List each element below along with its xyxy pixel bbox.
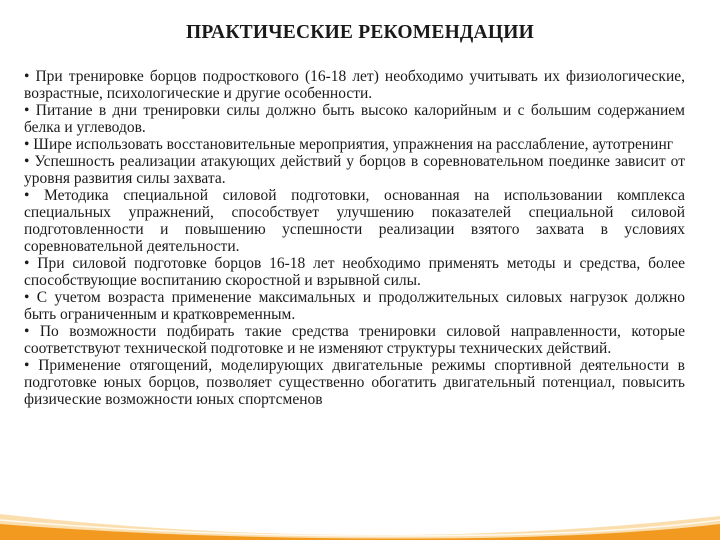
bullet-item: • Успешность реализации атакующих действий у борцов в соревновательном поединке зависит от уровня развития силы захвата.: [24, 153, 685, 187]
bullet-item: • По возможности подбирать такие средства тренировки силовой направленности, которые соответствуют технической подготовке и не изменяют структуры технических действий.: [24, 323, 685, 357]
bullet-item: • При тренировке борцов подросткового (16-18 лет) необходимо учитывать их физиологические, возрастные, психологические и другие особенности.: [24, 68, 685, 102]
bullet-item: • Применение отягощений, моделирующих двигательные режимы спортивной деятельности в подготовке юных борцов, позволяет существенно обогатить двигательный потенциал, повысить физические возможности юных спортсменов: [24, 357, 685, 408]
bullet-item: • При силовой подготовке борцов 16-18 лет необходимо применять методы и средства, более способствующие воспитанию скоростной и взрывной силы.: [24, 255, 685, 289]
bullet-item: • С учетом возраста применение максимальных и продолжительных силовых нагрузок должно быть ограниченным и кратковременным.: [24, 289, 685, 323]
bullet-item: • Питание в дни тренировки силы должно быть высоко калорийным и с большим содержанием белка и углеводов.: [24, 102, 685, 136]
bottom-wave-decoration: [0, 480, 720, 540]
bullet-item: • Шире использовать восстановительные мероприятия, упражнения на расслабление, аутотренинг: [24, 136, 674, 153]
slide-title: ПРАКТИЧЕСКИЕ РЕКОМЕНДАЦИИ: [186, 22, 534, 43]
bullet-item: • Методика специальной силовой подготовки, основанная на использовании комплекса специальных упражнений, способствует улучшению показателей специальной силовой подготовленности и повышению успешности реализации взятого захвата в условиях соревновательной деятельности.: [24, 187, 685, 255]
bullet-list: [24, 68, 685, 408]
